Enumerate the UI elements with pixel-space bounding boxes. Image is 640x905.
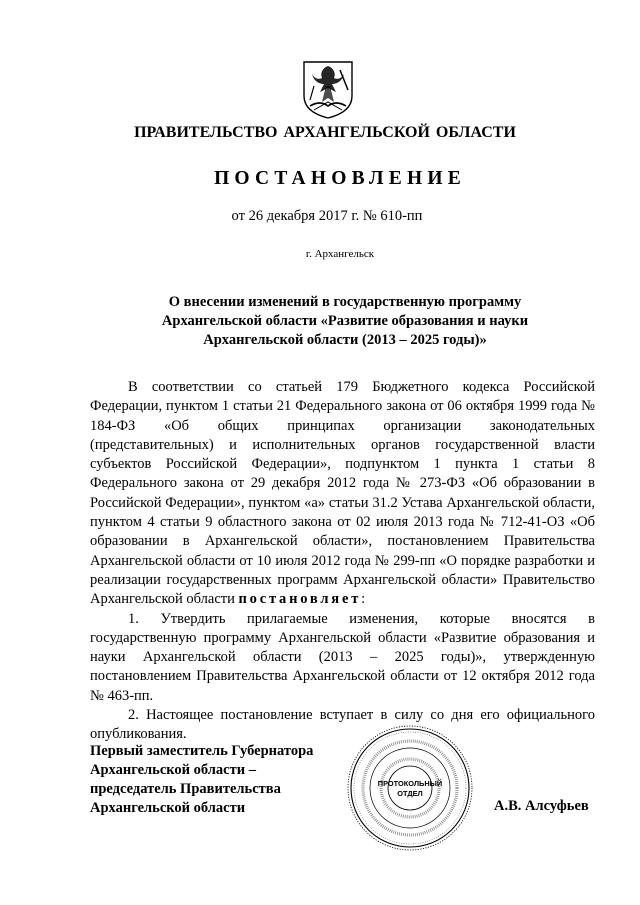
government-name: ПРАВИТЕЛЬСТВО АРХАНГЕЛЬСКОЙ ОБЛАСТИ (134, 124, 516, 141)
document-city: г. Архангельск (305, 248, 375, 260)
official-seal-stamp (345, 723, 475, 853)
signatory-line: Первый заместитель Губернатора (90, 743, 314, 759)
signatory-line: Архангельской области – (90, 762, 256, 778)
stamp-text: ОТДЕЛ (397, 789, 423, 798)
decree-word: постановляет (238, 591, 362, 608)
document-type: ПОСТАНОВЛЕНИЕ (214, 168, 466, 189)
title-line: Архангельской области (2013 – 2025 годы)» (203, 332, 487, 348)
document-body (90, 378, 595, 745)
coat-of-arms-emblem (300, 56, 356, 120)
preamble-paragraph (90, 378, 595, 610)
signatory-line: Архангельской области (90, 800, 246, 816)
signatory-name: А.В. Алсуфьев (494, 798, 589, 814)
preamble-text: В соответствии со статьей 179 Бюджетного кодекса Российской Федерации, пунктом 1 статьи 21 Федерального закона от 06 октября 1999 года № 184-ФЗ «Об общих принципах организации законодательных (представительных) и исполнительных органов государственной власти субъектов Российской Федерации», подпунктом 1 пункта 1 статьи 8 Федерального закона от 29 декабря 2012 года № 273-ФЗ «Об образовании в Российской Федерации», пунктом «а» статьи 31.2 Устава Архангельской области, пунктом 4 статьи 9 областного закона от 02 июля 2013 года № 712-41-ОЗ «Об образовании в Архангельской области», постановлением Правительства Архангельской области от 10 июля 2012 года № 299-пп «О порядке разработки и реализации государственных программ Архангельской области» Правительство Архангельской области (90, 379, 595, 608)
signatory-position (90, 742, 350, 818)
title-line: О внесении изменений в государственную программу (168, 294, 522, 310)
decree-item: 1. Утвердить прилагаемые изменения, которые вносятся в государственную программу Архангельской области «Развитие образования и науки Архангельской области (2013 – 2025 годы)», утвержденную постановлением Правительства Архангельской области от 12 октября 2012 года № 463-пп. (90, 610, 595, 704)
document-title (110, 293, 580, 350)
signatory-line: председатель Правительства (90, 781, 281, 797)
stamp-text: ПРОТОКОЛЬНЫЙ (377, 779, 443, 788)
decree-colon: : (361, 591, 366, 608)
title-line: Архангельской области «Развитие образования и науки (161, 313, 529, 329)
decree-item: 2. Настоящее постановление вступает в силу со дня его официального опубликования. (90, 707, 595, 743)
document-date-number: от 26 декабря 2017 г. № 610-пп (231, 208, 423, 224)
